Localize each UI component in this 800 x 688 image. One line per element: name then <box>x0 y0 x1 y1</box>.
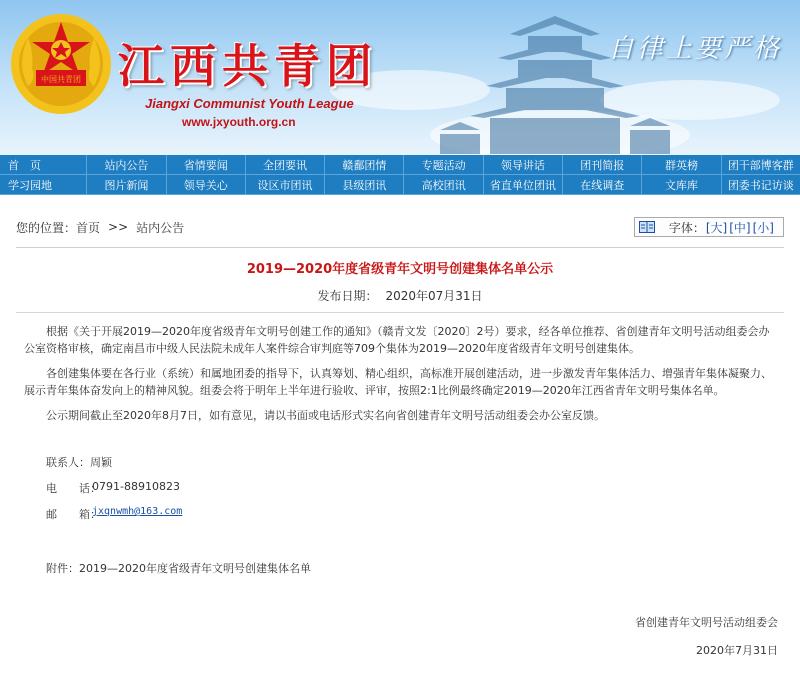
email-row <box>46 506 800 522</box>
nav-item-city-news[interactable]: 设区市团讯 <box>246 175 325 194</box>
nav-item-honor-roll[interactable]: 群英榜 <box>642 155 721 174</box>
phone-row <box>46 480 800 496</box>
font-size-label: 字体： <box>668 220 705 235</box>
phone-label: 电 话： <box>46 482 101 495</box>
nav-item-unit-news[interactable]: 省直单位团讯 <box>484 175 563 194</box>
slogan: 自律上要严格 <box>607 34 782 64</box>
site-title: 江西共青团 <box>118 39 378 93</box>
main-nav <box>0 155 800 195</box>
nav-item-photo-news[interactable]: 图片新闻 <box>87 175 166 194</box>
divider <box>16 247 784 248</box>
nav-item-special-events[interactable]: 专题活动 <box>404 155 483 174</box>
nav-item-leader-care[interactable]: 领导关心 <box>167 175 246 194</box>
site-subtitle: Jiangxi Communist Youth League <box>145 96 354 111</box>
nav-item-college-news[interactable]: 高校团讯 <box>404 175 483 194</box>
attachment-row <box>0 560 800 576</box>
site-banner <box>0 0 800 155</box>
book-icon <box>639 221 655 233</box>
email-link[interactable]: jxqnwmh@163.com <box>92 506 183 517</box>
signature-date: 2020年7月31日 <box>696 644 778 657</box>
font-size-large[interactable]: [大] <box>705 220 728 235</box>
contact-name: 周颖 <box>90 456 112 469</box>
font-size-switcher <box>634 217 784 237</box>
nav-item-study[interactable]: 学习园地 <box>0 175 87 194</box>
font-size-small[interactable]: [小] <box>752 220 774 235</box>
nav-item-library[interactable]: 文库库 <box>642 175 721 194</box>
breadcrumb-current-link[interactable]: 站内公告 <box>136 220 185 235</box>
nav-item-bulletins[interactable]: 团刊简报 <box>563 155 642 174</box>
article-title: 2019—2020年度省级青年文明号创建集体名单公示 <box>246 262 554 277</box>
breadcrumb-separator: >> <box>108 220 129 234</box>
article-date <box>0 287 800 304</box>
nav-item-announcements[interactable]: 站内公告 <box>87 155 166 174</box>
nav-item-ganpo-news[interactable]: 赣鄱团情 <box>325 155 404 174</box>
email-label: 邮 箱： <box>46 508 101 521</box>
pagoda-illustration <box>440 4 670 154</box>
league-emblem-logo <box>6 8 116 116</box>
nav-item-province-news[interactable]: 省情要闻 <box>167 155 246 174</box>
breadcrumb-label: 您的位置： <box>16 220 77 235</box>
nav-item-home[interactable]: 首 页 <box>0 155 87 174</box>
emblem-text: 中国共青团 <box>41 75 81 84</box>
attachment-label: 附件： <box>46 562 79 575</box>
paragraph-1: 根据《关于开展2019—2020年度省级青年文明号创建工作的通知》（赣青文发〔2020〕2号）要求，经各单位推荐、省创建青年文明号活动组委会办公室资格审核，确定南昌市中级人民法院未成年人案件综合审判庭等709个集体为2019—2020年度省级青年文明号创建集体。 <box>24 325 770 355</box>
nav-item-leader-speeches[interactable]: 领导讲话 <box>484 155 563 174</box>
site-url: www.jxyouth.org.cn <box>182 115 296 129</box>
nav-item-county-news[interactable]: 县级团讯 <box>325 175 404 194</box>
nav-item-interviews[interactable]: 团委书记访谈 <box>727 178 794 192</box>
nav-row-1 <box>0 155 800 175</box>
contact-block <box>0 454 800 522</box>
breadcrumb <box>16 215 784 239</box>
article-body <box>0 323 800 424</box>
nav-item-cadre-blogs[interactable]: 团干部博客群 <box>727 158 794 172</box>
nav-item-survey[interactable]: 在线调查 <box>563 175 642 194</box>
paragraph-3: 公示期间截止至2020年8月7日，如有意见，请以书面或电话形式实名向省创建青年文明号活动组委会办公室反馈。 <box>46 409 605 422</box>
date-value: 2020年07月31日 <box>385 289 483 303</box>
attachment-value: 2019—2020年度省级青年文明号创建集体名单 <box>79 562 311 575</box>
contact-label: 联系人： <box>46 456 90 469</box>
phone-value: 0791-88910823 <box>92 480 180 493</box>
font-size-medium[interactable]: [中] <box>729 220 751 235</box>
nav-item-league-news[interactable]: 全团要讯 <box>246 155 325 174</box>
contact-person-row <box>46 454 800 470</box>
nav-row-2 <box>0 175 800 195</box>
divider <box>16 312 784 313</box>
breadcrumb-home-link[interactable]: 首页 <box>76 220 101 235</box>
signature: 省创建青年文明号活动组委会 <box>635 616 778 629</box>
date-label: 发布日期： <box>317 289 378 303</box>
paragraph-2: 各创建集体要在各行业（系统）和属地团委的指导下，认真筹划、精心组织，高标准开展创建活动，进一步激发青年集体活力、增强青年集体凝聚力、展示青年集体奋发向上的精神风貌。组委会将于明年上半年进行验收、评审，按照2:1比例最终确定2019—2020年江西省青年文明号集体名单。 <box>24 367 772 397</box>
